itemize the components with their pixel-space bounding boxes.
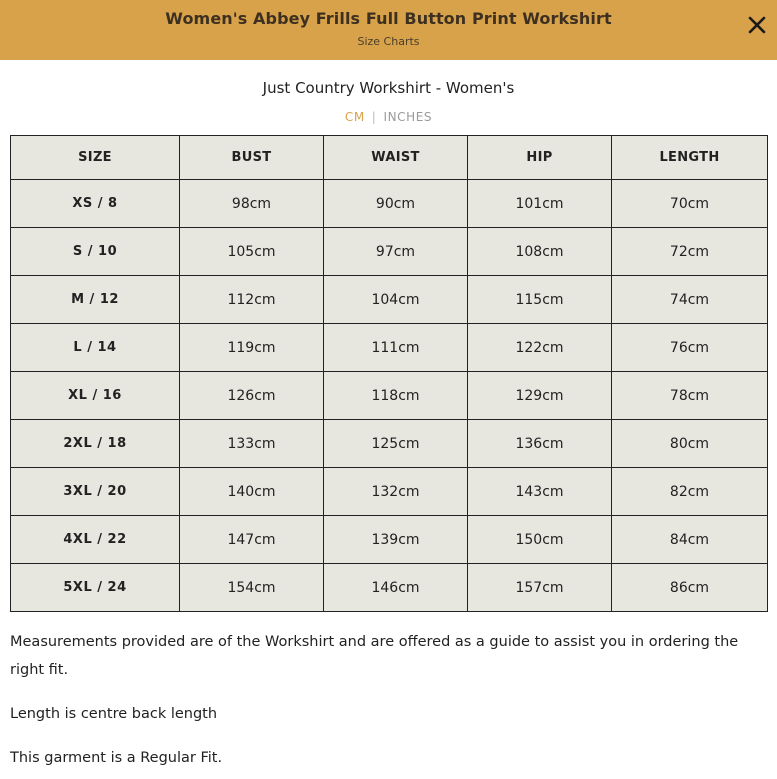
cell-bust: 98cm (180, 180, 324, 228)
cell-bust: 126cm (180, 372, 324, 420)
cell-waist: 104cm (324, 276, 468, 324)
header-bust: BUST (180, 136, 324, 180)
cell-hip: 101cm (468, 180, 612, 228)
cell-waist: 97cm (324, 228, 468, 276)
cell-length: 78cm (612, 372, 768, 420)
measurement-note: Measurements provided are of the Workshirt and are offered as a guide to assist you in ordering the right fit. (10, 634, 739, 678)
header-hip: HIP (468, 136, 612, 180)
cell-bust: 133cm (180, 420, 324, 468)
cell-waist: 125cm (324, 420, 468, 468)
header-length: LENGTH (612, 136, 768, 180)
cell-length: 86cm (612, 564, 768, 612)
modal-header (0, 0, 777, 60)
unit-inches-tab[interactable]: INCHES (383, 110, 433, 124)
table-body (11, 180, 768, 612)
cell-size: XS / 8 (11, 180, 180, 228)
size-chart-title: Just Country Workshirt - Women's (262, 79, 515, 97)
table-row (11, 180, 768, 228)
cell-hip: 157cm (468, 564, 612, 612)
cell-waist: 111cm (324, 324, 468, 372)
cell-bust: 140cm (180, 468, 324, 516)
cell-hip: 136cm (468, 420, 612, 468)
size-table (10, 135, 768, 612)
length-note: Length is centre back length (10, 706, 218, 722)
table-header-row (11, 136, 768, 180)
close-button[interactable] (746, 14, 768, 36)
cell-length: 82cm (612, 468, 768, 516)
cell-bust: 147cm (180, 516, 324, 564)
table-row (11, 420, 768, 468)
header-size: SIZE (11, 136, 180, 180)
cell-waist: 139cm (324, 516, 468, 564)
unit-separator: | (371, 110, 377, 124)
cell-size: XL / 16 (11, 372, 180, 420)
cell-waist: 132cm (324, 468, 468, 516)
cell-length: 80cm (612, 420, 768, 468)
fit-note: This garment is a Regular Fit. (10, 750, 223, 766)
cell-waist: 146cm (324, 564, 468, 612)
cell-size: 4XL / 22 (11, 516, 180, 564)
cell-hip: 143cm (468, 468, 612, 516)
cell-waist: 118cm (324, 372, 468, 420)
cell-size: M / 12 (11, 276, 180, 324)
cell-bust: 112cm (180, 276, 324, 324)
cell-hip: 115cm (468, 276, 612, 324)
close-icon (746, 14, 768, 36)
cell-length: 76cm (612, 324, 768, 372)
cell-length: 84cm (612, 516, 768, 564)
cell-size: 3XL / 20 (11, 468, 180, 516)
cell-size: 5XL / 24 (11, 564, 180, 612)
cell-length: 70cm (612, 180, 768, 228)
product-title: Women's Abbey Frills Full Button Print Workshirt (165, 9, 612, 28)
cell-bust: 154cm (180, 564, 324, 612)
table-row (11, 276, 768, 324)
cell-bust: 105cm (180, 228, 324, 276)
cell-length: 74cm (612, 276, 768, 324)
unit-cm-tab[interactable]: CM (344, 110, 365, 124)
table-row (11, 228, 768, 276)
cell-waist: 90cm (324, 180, 468, 228)
table-row (11, 324, 768, 372)
cell-hip: 122cm (468, 324, 612, 372)
cell-size: S / 10 (11, 228, 180, 276)
cell-length: 72cm (612, 228, 768, 276)
table-row (11, 468, 768, 516)
header-waist: WAIST (324, 136, 468, 180)
table-row (11, 516, 768, 564)
cell-bust: 119cm (180, 324, 324, 372)
table-row (11, 372, 768, 420)
cell-hip: 150cm (468, 516, 612, 564)
cell-size: 2XL / 18 (11, 420, 180, 468)
table-row (11, 564, 768, 612)
modal-subtitle: Size Charts (357, 35, 420, 48)
unit-toggle (0, 110, 777, 124)
cell-hip: 108cm (468, 228, 612, 276)
cell-size: L / 14 (11, 324, 180, 372)
cell-hip: 129cm (468, 372, 612, 420)
